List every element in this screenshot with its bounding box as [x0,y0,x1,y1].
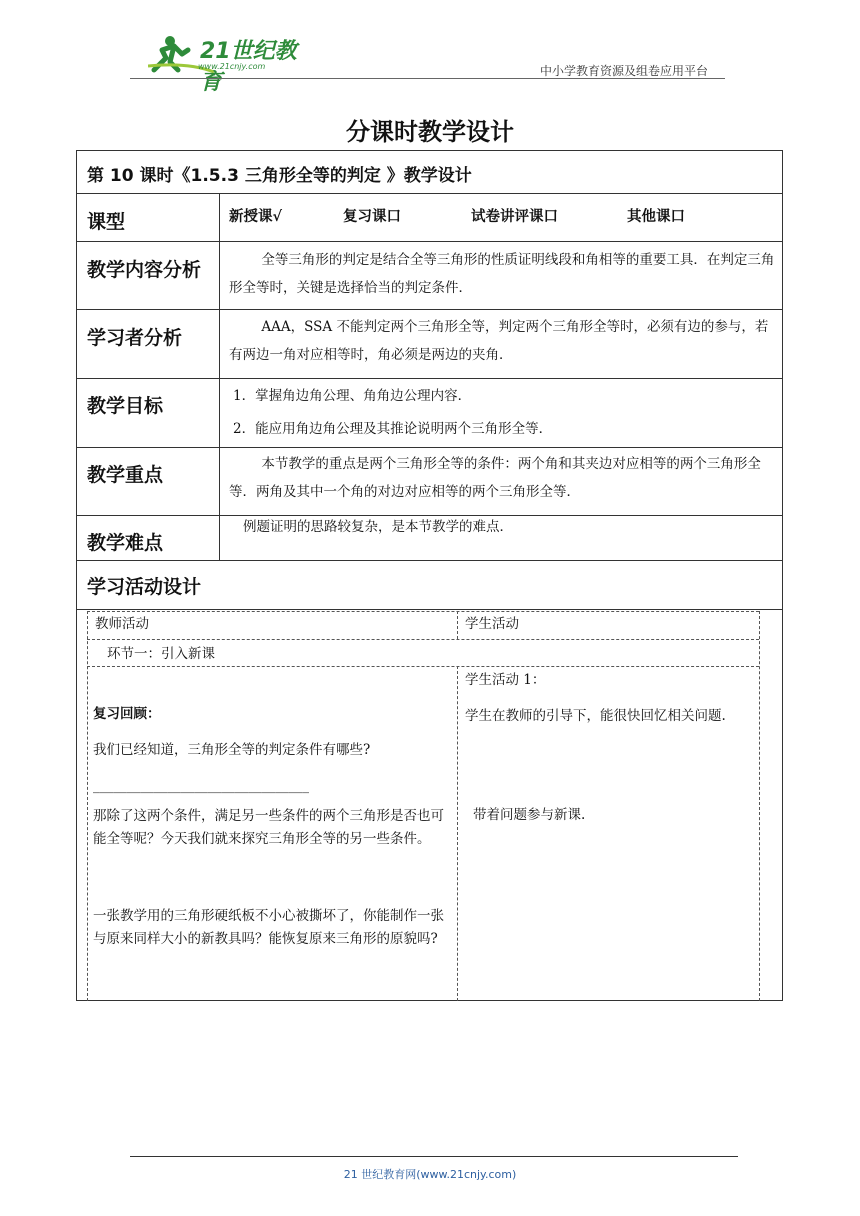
type-option-new: 新授课√ [229,208,283,225]
row-divider [77,309,782,310]
lesson-plan-table [76,150,783,1001]
activity-grid-line [87,666,759,667]
review-title: 复习回顾： [93,706,161,722]
header-platform-text: 中小学教育资源及组卷应用平台 [540,64,709,78]
document-title: 分课时教学设计 [346,118,514,146]
row-divider [77,447,782,448]
column-divider [219,193,220,560]
logo-url: www.21cnjy.com [198,62,266,71]
row-label-content: 教学内容分析 [87,259,202,281]
student-activity-header: 学生活动 [465,616,519,632]
header-divider [130,78,725,79]
student-activity-2-text: 带着问题参与新课. [473,807,586,823]
row-divider [77,193,782,194]
goal-item: 1．掌握角边角公理、角角边公理内容． [233,388,472,404]
goal-item: 2．能应用角边角公理及其推论说明两个三角形全等． [233,421,553,437]
activity-grid-line [87,611,88,1001]
row-label-key: 教学重点 [87,464,164,486]
answer-blank: ________________________________ [93,778,309,794]
student-activity-1-text: 学生在教师的引导下，能很快回忆相关问题. [465,708,726,724]
activity-grid-line [87,639,759,640]
footer-divider [130,1156,738,1157]
row-divider [77,609,782,610]
lesson-title: 第 10 课时《1.5.3 三角形全等的判定 》教学设计 [87,166,472,186]
teacher-paragraph-2: 一张教学用的三角形硬纸板不小心被撕坏了，你能制作一张与原来同样大小的新教具吗？能恢复原来三角形的原貌吗? [93,908,444,947]
learner-analysis-text: AAA，SSA 不能判定两个三角形全等，判定两个三角形全等时，必须有边的参与，若有两边一角对应相等时，角必须是两边的夹角． [229,319,769,363]
logo-text: 21世纪教育 [200,39,297,95]
content-analysis-text: 全等三角形的判定是结合全等三角形的性质证明线段和角相等的重要工具．在判定三角形全等时，关键是选择恰当的判定条件． [229,252,775,296]
row-label-activity: 学习活动设计 [87,576,202,598]
activity-grid-line [457,666,458,1001]
difficulty-text: 例题证明的思路较复杂，是本节教学的难点． [243,519,513,535]
type-option-other: 其他课口 [627,208,685,225]
type-option-exam-review: 试卷讲评课口 [471,208,558,225]
key-points-text: 本节教学的重点是两个三角形全等的条件：两个角和其夹边对应相等的两个三角形全等．两角及其中一个角的对边对应相等的两个三角形全等． [229,456,761,500]
activity-grid-line [87,611,759,612]
row-divider [77,378,782,379]
row-divider [77,560,782,561]
teacher-activity-header: 教师活动 [95,616,149,632]
student-activity-1-title: 学生活动 1： [465,672,546,688]
activity-grid-line [759,611,760,1001]
row-label-difficulty: 教学难点 [87,532,164,554]
row-divider [77,241,782,242]
logo [148,32,318,95]
teacher-paragraph-1: 那除了这两个条件，满足另一些条件的两个三角形是否也可能全等呢？今天我们就来探究三角形全等的另一些条件。 [93,808,444,847]
row-label-learner: 学习者分析 [87,327,183,349]
section-intro: 环节一：引入新课 [107,646,215,662]
activity-grid-line [457,611,458,639]
row-label-goals: 教学目标 [87,395,164,417]
footer-link[interactable]: 21 世纪教育网(www.21cnjy.com) [343,1168,517,1181]
row-label-type: 课型 [87,211,126,233]
type-option-review: 复习课口 [343,208,401,225]
review-question: 我们已经知道，三角形全等的判定条件有哪些? [93,742,371,758]
